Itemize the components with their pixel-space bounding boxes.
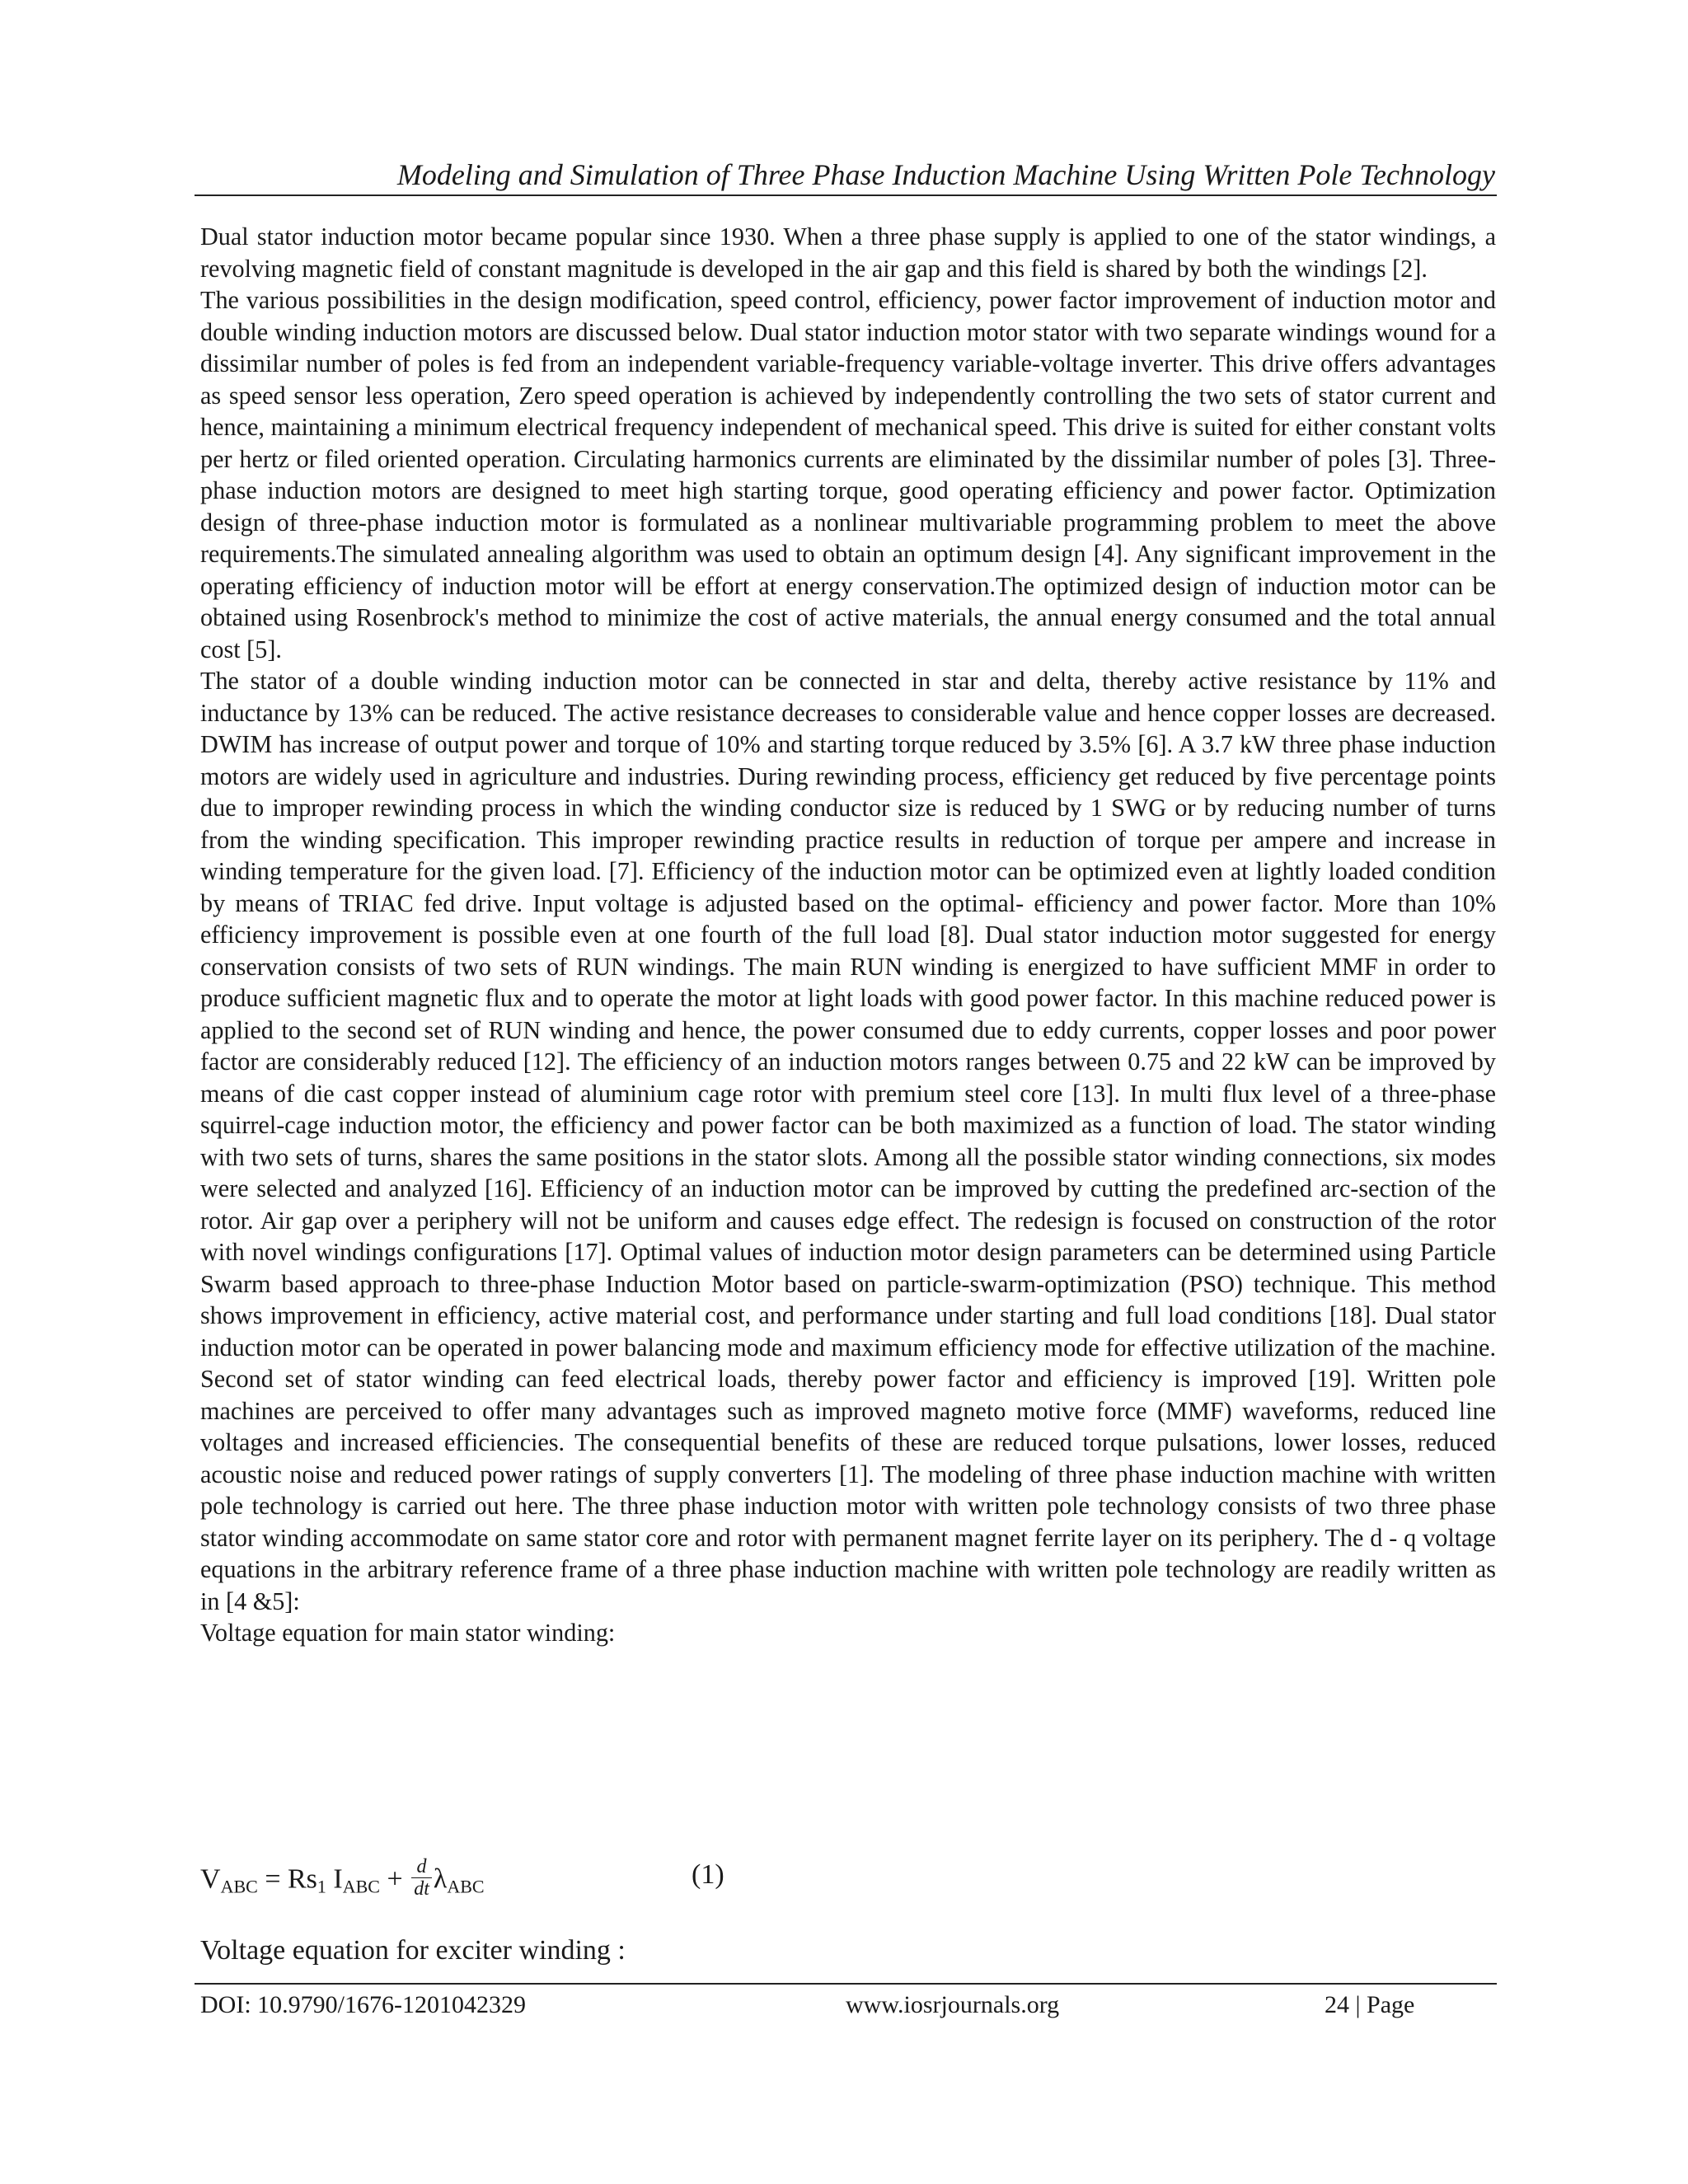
eq-rs-subscript: 1	[316, 1876, 326, 1897]
exciter-winding-heading: Voltage equation for exciter winding :	[200, 1935, 626, 1966]
footer-page-number: 24 | Page	[1325, 1991, 1415, 2018]
equation-expression	[200, 1856, 485, 1903]
paragraph: The various possibilities in the design modification, speed control, efficiency, power factor improvement of induction motor and double winding induction motors are discussed below. Dual stator induction motor stator with two separate windings wound for a dissimilar number of poles is fed from an independent variable-frequency variable-voltage inverter. This drive offers advantages as speed sensor less operation, Zero speed operation is achieved by independently controlling the two sets of stator current and hence, maintaining a minimum electrical frequency independent of mechanical speed. This drive is suited for either constant volts per hertz or filed oriented operation. Circulating harmonics currents are eliminated by the dissimilar number of poles [3]. Three-phase induction motors are designed to meet high starting torque, good operating efficiency and power factor. Optimization design of three-phase induction motor is formulated as a nonlinear multivariable programming problem to meet the above requirements.The simulated annealing algorithm was used to obtain an optimum design [4]. Any significant improvement in the operating efficiency of induction motor will be effort at energy conservation.The optimized design of induction motor can be obtained using Rosenbrock's method to minimize the cost of active materials, the annual energy consumed and the total annual cost [5].	[200, 286, 1496, 663]
eq-i-subscript: ABC	[342, 1876, 380, 1897]
footer-doi: DOI: 10.9790/1676-1201042329	[200, 1991, 526, 2018]
header-divider	[195, 194, 1497, 196]
eq-fraction-numerator: d	[411, 1856, 432, 1878]
eq-equals: =	[257, 1863, 288, 1895]
equation-number: (1)	[692, 1859, 724, 1890]
paragraph: Voltage equation for main stator winding:	[200, 1619, 616, 1647]
eq-lambda-subscript: ABC	[447, 1876, 485, 1897]
eq-derivative-fraction	[411, 1856, 432, 1900]
eq-i: I	[326, 1863, 343, 1895]
eq-rs: Rs	[288, 1863, 317, 1895]
paragraph: Dual stator induction motor became popular since 1930. When a three phase supply is applied to one of the stator windings, a revolving magnetic field of constant magnitude is developed in the air gap and this field is shared by both the windings [2].	[200, 223, 1496, 283]
footer-divider	[195, 1983, 1497, 1985]
running-header-title: Modeling and Simulation of Three Phase Induction Machine Using Written Pole Technology	[396, 158, 1495, 191]
eq-lambda: λ	[433, 1863, 448, 1895]
eq-v-subscript: ABC	[220, 1876, 258, 1897]
footer-website: www.iosrjournals.org	[846, 1991, 1060, 2018]
paragraph: The stator of a double winding induction motor can be connected in star and delta, thereby active resistance by 11% and inductance by 13% can be reduced. The active resistance decreases to considerable value and hence copper losses are decreased. DWIM has increase of output power and torque of 10% and starting torque reduced by 3.5% [6]. A 3.7 kW three phase induction motors are widely used in agriculture and industries. During rewinding process, efficiency get reduced by five percentage points due to improper rewinding process in which the winding conductor size is reduced by 1 SWG or by reducing number of turns from the winding specification. This improper rewinding practice results in reduction of torque per ampere and increase in winding temperature for the given load. [7]. Efficiency of the induction motor can be optimized even at lightly loaded condition by means of TRIAC fed drive. Input voltage is adjusted based on the optimal- efficiency and power factor. More than 10% efficiency improvement is possible even at one fourth of the full load [8]. Dual stator induction motor suggested for energy conservation consists of two sets of RUN windings. The main RUN winding is energized to have sufficient MMF in order to produce sufficient magnetic flux and to operate the motor at light loads with good power factor. In this machine reduced power is applied to the second set of RUN winding and hence, the power consumed due to eddy currents, copper losses and poor power factor are considerably reduced [12]. The efficiency of an induction motors ranges between 0.75 and 22 kW can be improved by means of die cast copper instead of aluminium cage rotor with premium steel core [13]. In multi flux level of a three-phase squirrel-cage induction motor, the efficiency and power factor can be both maximized as a function of load. The stator winding with two sets of turns, shares the same positions in the stator slots. Among all the possible stator winding connections, six modes were selected and analyzed [16]. Efficiency of an induction motor can be improved by cutting the predefined arc-section of the rotor. Air gap over a periphery will not be uniform and causes edge effect. The redesign is focused on construction of the rotor with novel windings configurations [17]. Optimal values of induction motor design parameters can be determined using Particle Swarm based approach to three-phase Induction Motor based on particle-swarm-optimization (PSO) technique. This method shows improvement in efficiency, active material cost, and performance under starting and full load conditions [18]. Dual stator induction motor can be operated in power balancing mode and maximum efficiency mode for effective utilization of the machine. Second set of stator winding can feed electrical loads, thereby power factor and efficiency is improved [19]. Written pole machines are perceived to offer many advantages such as improved magneto motive force (MMF) waveforms, reduced line voltages and increased efficiencies. The consequential benefits of these are reduced torque pulsations, lower losses, reduced acoustic noise and reduced power ratings of supply converters [1]. The modeling of three phase induction machine with written pole technology is carried out here. The three phase induction motor with written pole technology consists of two three phase stator winding accommodate on same stator core and rotor with permanent magnet ferrite layer on its periphery. The d - q voltage equations in the arbitrary reference frame of a three phase induction machine with written pole technology are readily written as in [4 &5]:	[200, 667, 1496, 1615]
eq-fraction-denominator: dt	[414, 1878, 429, 1900]
body-text	[200, 221, 1496, 1649]
equation-1	[200, 1843, 1025, 1909]
eq-v: V	[200, 1863, 221, 1895]
eq-plus: +	[380, 1863, 410, 1895]
